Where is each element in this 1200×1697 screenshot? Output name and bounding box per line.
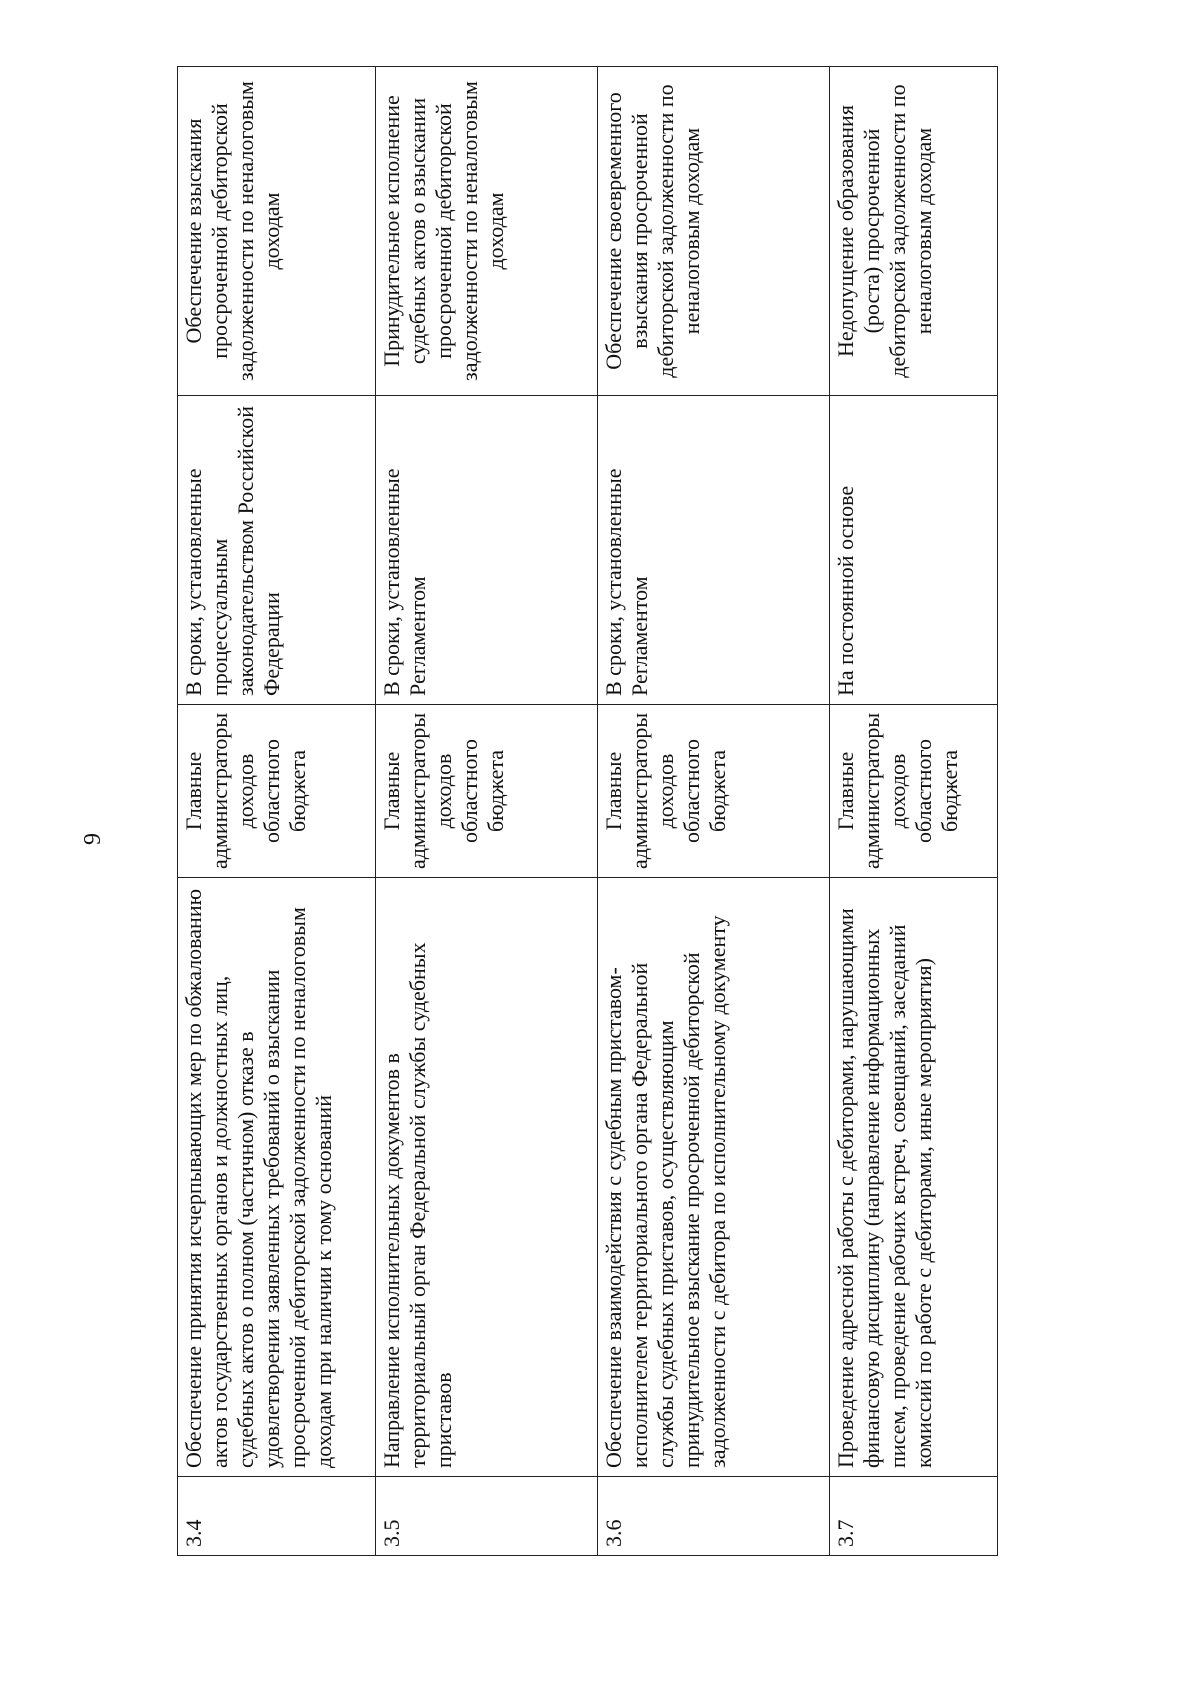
action-cell: Проведение адресной работы с дебиторами, нарушающими финансовую дисциплину (направление информационных писем, проведение рабочих встреч, совещаний, заседаний комиссий по работе с дебиторами, иные мероприятия) — [830, 878, 998, 1477]
rotated-table-container — [177, 66, 997, 1556]
term-cell: В сроки, установленные процессуальным законодательством Российской Федерации — [178, 396, 376, 705]
table-row — [598, 67, 830, 1556]
action-cell: Направление исполнительных документов в территориальный орган Федеральной службы судебных приставов — [376, 878, 598, 1477]
executor-cell: Главные администраторы доходов областного бюджета — [598, 705, 830, 878]
result-cell: Недопущение образования (роста) просроченной дебиторской задолженности по неналоговым доходам — [830, 67, 998, 396]
row-number-cell: 3.6 — [598, 1477, 830, 1556]
result-cell: Обеспечение взыскания просроченной дебиторской задолженности по неналоговым доходам — [178, 67, 376, 396]
result-cell: Обеспечение своевременного взыскания просроченной дебиторской задолженности по неналоговым доходам — [598, 67, 830, 396]
action-cell: Обеспечение принятия исчерпывающих мер по обжалованию актов государственных органов и должностных лиц, судебных актов о полном (частичном) отказе в удовлетворении заявленных требований о взыскании просроченной дебиторской задолженности по неналоговым доходам при наличии к тому оснований — [178, 878, 376, 1477]
row-number-cell: 3.5 — [376, 1477, 598, 1556]
table-row — [376, 67, 598, 1556]
executor-cell: Главные администраторы доходов областного бюджета — [830, 705, 998, 878]
row-number-cell: 3.7 — [830, 1477, 998, 1556]
table-row — [830, 67, 998, 1556]
executor-cell: Главные администраторы доходов областного бюджета — [376, 705, 598, 878]
row-number-cell: 3.4 — [178, 1477, 376, 1556]
measures-table — [177, 66, 998, 1556]
term-cell: В сроки, установленные Регламентом — [598, 396, 830, 705]
result-cell: Принудительное исполнение судебных актов о взыскании просроченной дебиторской задолженности по неналоговым доходам — [376, 67, 598, 396]
page-number: 9 — [80, 833, 106, 845]
table-row — [178, 67, 376, 1556]
term-cell: В сроки, установленные Регламентом — [376, 396, 598, 705]
term-cell: На постоянной основе — [830, 396, 998, 705]
executor-cell: Главные администраторы доходов областного бюджета — [178, 705, 376, 878]
action-cell: Обеспечение взаимодействия с судебным приставом-исполнителем территориального органа Федеральной службы судебных приставов, осуществляющим принудительное взыскание просроченной дебиторской задолженности с дебитора по исполнительному документу — [598, 878, 830, 1477]
